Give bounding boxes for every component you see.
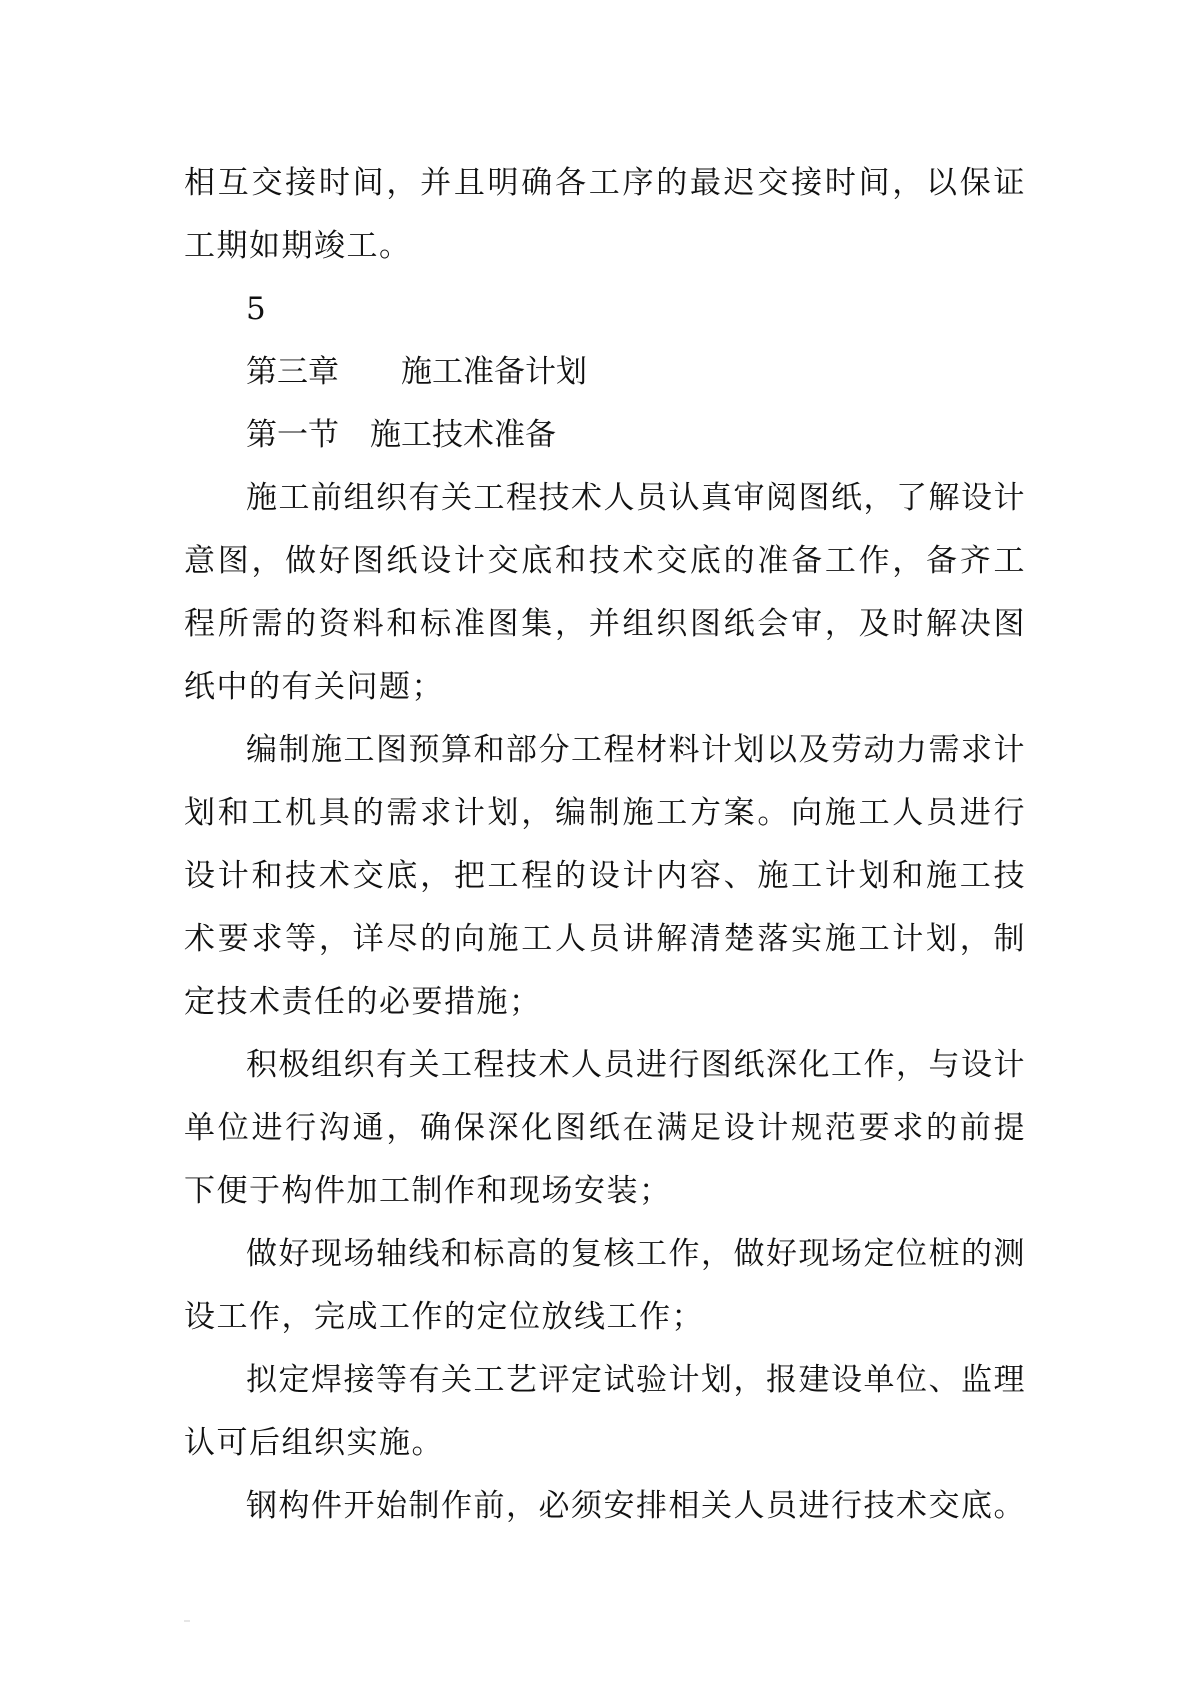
- paragraph-welding: 拟定焊接等有关工艺评定试验计划，报建设单位、监理认可后组织实施。: [184, 1362, 1026, 1461]
- scan-artifact-mark: [184, 1620, 190, 1622]
- paragraph-deepening: 积极组织有关工程技术人员进行图纸深化工作，与设计单位进行沟通，确保深化图纸在满足设计规范要求的前提下便于构件加工制作和现场安装；: [184, 1047, 1026, 1209]
- document-body: [184, 152, 1026, 1538]
- paragraph-drawings-review: 施工前组织有关工程技术人员认真审阅图纸，了解设计意图，做好图纸设计交底和技术交底的准备工作，备齐工程所需的资料和标准图集，并组织图纸会审，及时解决图纸中的有关问题；: [184, 480, 1026, 705]
- paragraph-budget-plan: 编制施工图预算和部分工程材料计划以及劳动力需求计划和工机具的需求计划，编制施工方案。向施工人员进行设计和技术交底，把工程的设计内容、施工计划和施工技术要求等，详尽的向施工人员讲解清楚落实施工计划，制定技术责任的必要措施；: [184, 732, 1026, 1020]
- section-heading: 第一节 施工技术准备: [246, 417, 556, 453]
- paragraph-steel: 钢构件开始制作前，必须安排相关人员进行技术交底。: [246, 1488, 1026, 1524]
- chapter-heading: 第三章 施工准备计划: [246, 354, 587, 390]
- paragraph-axis-check: 做好现场轴线和标高的复核工作，做好现场定位桩的测设工作，完成工作的定位放线工作；: [184, 1236, 1026, 1335]
- page-number: 5: [246, 291, 266, 327]
- paragraph-continuation: 相互交接时间，并且明确各工序的最迟交接时间，以保证工期如期竣工。: [184, 165, 1026, 264]
